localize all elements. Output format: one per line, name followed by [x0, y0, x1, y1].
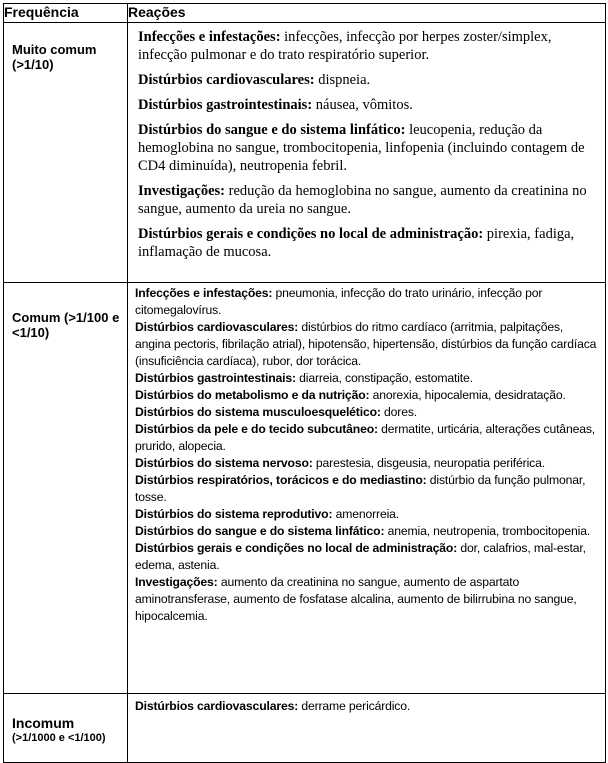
reaction-entry — [135, 540, 599, 574]
reaction-list: redução da hemoglobina no sangue, aumento da creatinina no sangue, aumento da ureia no sangue. — [138, 183, 587, 217]
reaction-category: Distúrbios gerais e condições no local de administração: — [135, 541, 458, 555]
reaction-list: amenorreia. — [332, 507, 399, 521]
reaction-entry — [135, 404, 599, 421]
frequency-cell — [4, 694, 128, 763]
reaction-category: Investigações: — [135, 575, 218, 589]
table-header-row — [4, 4, 606, 23]
reaction-category: Distúrbios gastrointestinais: — [138, 97, 313, 113]
reaction-entry — [138, 121, 597, 175]
table-row-common — [4, 283, 606, 694]
reaction-entry — [135, 285, 599, 319]
reactions-cell — [128, 694, 606, 763]
reaction-list: distúrbio da função pulmonar, tosse. — [135, 473, 586, 504]
reaction-category: Investigações: — [138, 183, 225, 199]
reaction-list: parestesia, disgeusia, neuropatia periférica. — [312, 456, 545, 470]
reaction-category: Distúrbios respiratórios, torácicos e do mediastino: — [135, 473, 427, 487]
reaction-entry — [135, 506, 599, 523]
reaction-list: náusea, vômitos. — [312, 97, 413, 113]
reaction-list: anemia, neutropenia, trombocitopenia. — [384, 524, 591, 538]
reaction-list: pirexia, fadiga, inflamação de mucosa. — [138, 226, 575, 260]
reaction-list: dor, calafrios, mal-estar, edema, astenia. — [135, 541, 586, 572]
reaction-category: Distúrbios gastrointestinais: — [135, 371, 296, 385]
reaction-entry — [135, 319, 599, 370]
frequency-label: Incomum — [12, 715, 75, 731]
reactions-cell — [128, 23, 606, 283]
reaction-entry — [138, 28, 597, 64]
reaction-list: dermatite, urticária, alterações cutâneas, prurido, alopecia. — [135, 422, 596, 453]
reaction-entry — [135, 574, 599, 625]
reaction-list: diarreia, constipação, estomatite. — [295, 371, 473, 385]
header-reactions: Reações — [128, 4, 606, 23]
reaction-entry — [135, 472, 599, 506]
reaction-category: Infecções e infestações: — [138, 29, 281, 45]
reaction-entry — [135, 523, 599, 540]
frequency-label: Muito comum — [12, 42, 97, 57]
reaction-entry — [135, 455, 599, 472]
reaction-category: Infecções e infestações: — [135, 286, 273, 300]
reaction-category: Distúrbios do sistema reprodutivo: — [135, 507, 333, 521]
reaction-category: Distúrbios do sangue e do sistema linfático: — [135, 524, 385, 538]
reaction-category: Distúrbios do metabolismo e da nutrição: — [135, 388, 370, 402]
reaction-list: dores. — [380, 405, 418, 419]
reaction-category: Distúrbios cardiovasculares: — [135, 699, 299, 713]
frequency-range: (>1/10) — [12, 57, 54, 72]
reaction-list: pneumonia, infecção do trato urinário, infecção por citomegalovírus. — [135, 286, 543, 317]
reaction-entry — [135, 370, 599, 387]
table-row-very-common — [4, 23, 606, 283]
reaction-category: Distúrbios do sangue e do sistema linfático: — [138, 122, 406, 138]
reaction-category: Distúrbios gerais e condições no local de administração: — [138, 226, 484, 242]
reaction-entry — [135, 387, 599, 404]
reaction-category: Distúrbios do sistema musculoesquelético: — [135, 405, 381, 419]
reaction-entry — [135, 421, 599, 455]
reaction-list: leucopenia, redução da hemoglobina no sangue, trombocitopenia, linfopenia (incluindo contagem de CD4 diminuída), neutropenia febril. — [138, 122, 585, 174]
reaction-list: distúrbios do ritmo cardíaco (arritmia, palpitações, angina pectoris, fibrilação atrial), hipotensão, hipertensão, distúrbios da função cardíaca (insuficiência cardíaca), rubor, dor torácica. — [135, 320, 597, 368]
reaction-list: dispneia. — [314, 72, 371, 88]
reaction-list: anorexia, hipocalemia, desidratação. — [369, 388, 566, 402]
reaction-entry — [138, 71, 597, 89]
reaction-category: Distúrbios cardiovasculares: — [138, 72, 315, 88]
frequency-cell — [4, 23, 128, 283]
reaction-entry — [138, 225, 597, 261]
reaction-entry — [138, 182, 597, 218]
header-frequency: Frequência — [4, 4, 128, 23]
frequency-label: Comum (>1/100 e <1/10) — [12, 310, 120, 340]
reaction-category: Distúrbios do sistema nervoso: — [135, 456, 313, 470]
reaction-entry — [138, 96, 597, 114]
reaction-list: aumento da creatinina no sangue, aumento de aspartato aminotransferase, aumento de fosfatase alcalina, aumento de bilirrubina no sangue, hipocalcemia. — [135, 575, 577, 623]
adverse-reactions-table — [3, 3, 606, 763]
reaction-category: Distúrbios da pele e do tecido subcutâneo: — [135, 422, 378, 436]
reactions-cell — [128, 283, 606, 694]
frequency-cell — [4, 283, 128, 694]
reaction-entry — [135, 698, 599, 715]
reaction-category: Distúrbios cardiovasculares: — [135, 320, 299, 334]
table-row-uncommon — [4, 694, 606, 763]
reaction-list: derrame pericárdico. — [298, 699, 411, 713]
frequency-range: (>1/1000 e <1/100) — [12, 732, 106, 744]
reaction-list: infecções, infecção por herpes zoster/simplex, infecção pulmonar e do trato respiratório superior. — [138, 29, 552, 63]
